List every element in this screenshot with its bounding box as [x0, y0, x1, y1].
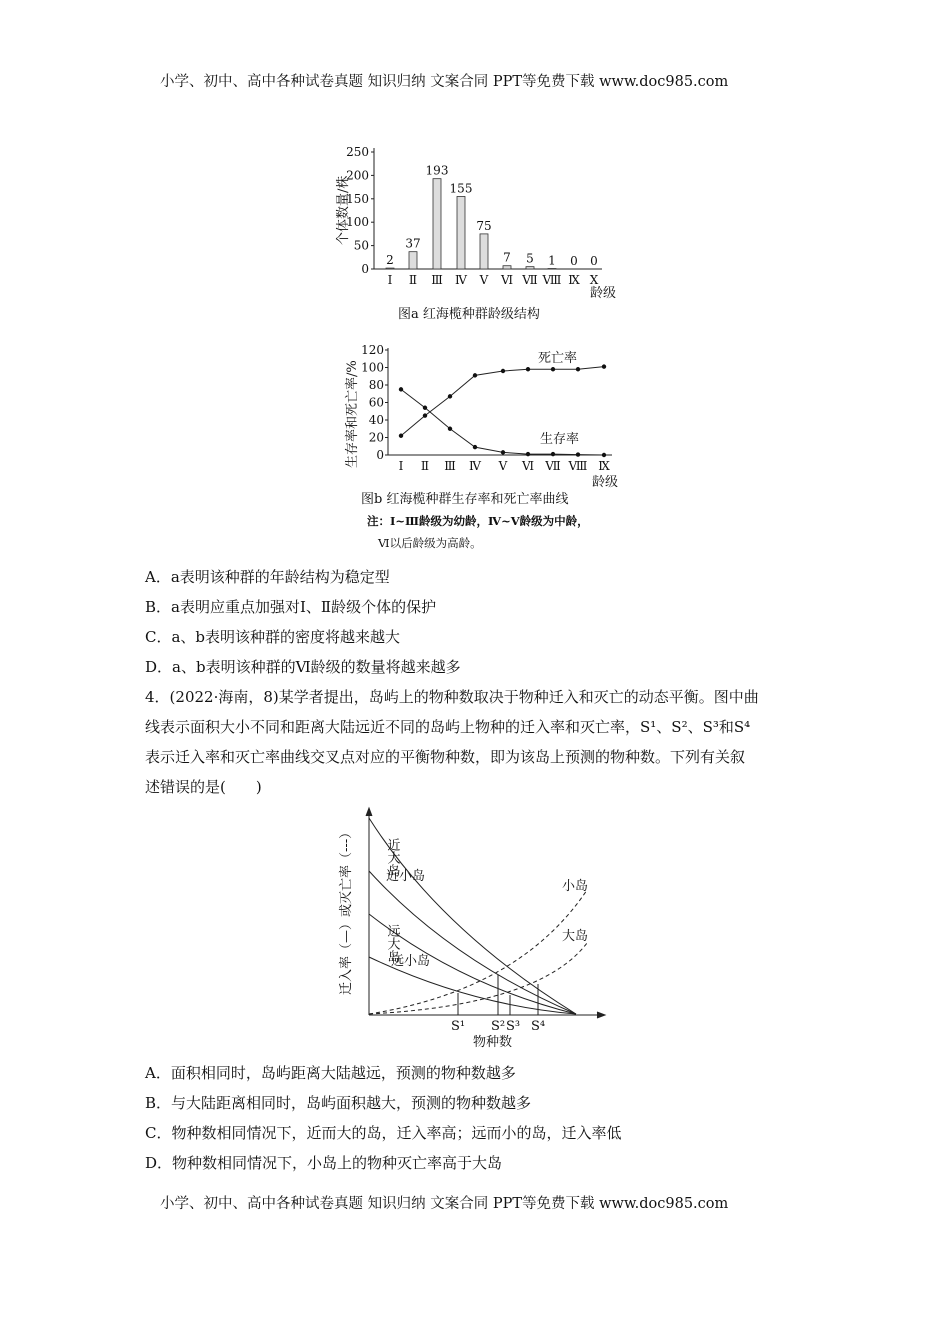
x-tick-label: Ⅰ: [387, 273, 393, 287]
chart-a-ylabel: 个体数量/株: [336, 175, 351, 245]
y-tick-label: 200: [346, 168, 369, 183]
diagram-ylabel: 迁入率（—）或灭亡率（---）: [339, 825, 354, 995]
y-tick-label: 250: [346, 145, 369, 159]
chart-b-title: 图b 红海榄种群生存率和死亡率曲线: [361, 492, 569, 507]
x-tick-label: Ⅰ: [398, 459, 404, 473]
x-tick-label: Ⅲ: [444, 459, 456, 473]
y-tick-label: 0: [376, 448, 384, 462]
q4-option-a: A．面积相同时，岛屿距离大陆越远，预测的物种数越多: [145, 1064, 516, 1082]
x-tick-label: Ⅹ: [589, 273, 599, 287]
x-tick-label: Ⅶ: [522, 273, 538, 287]
data-label: 0: [570, 254, 578, 268]
data-label: 1: [548, 253, 556, 268]
data-label: 75: [476, 218, 492, 233]
dashed-small-island: [369, 890, 587, 1014]
data-label: 0: [590, 254, 598, 268]
x-tick-label: Ⅴ: [479, 273, 489, 287]
point-s1: S¹: [451, 1019, 466, 1034]
diagram-xlabel: 物种数: [473, 1035, 513, 1050]
label-dashed-small: 小岛: [562, 879, 589, 894]
q4-stem-line4: 述错误的是( ): [145, 778, 262, 796]
chart-a-xlabel: 龄级: [590, 286, 617, 301]
q3-option-d: D．a、b表明该种群的Ⅵ龄级的数量将越来越多: [145, 658, 461, 676]
q4-stem-line3: 表示迁入率和灭亡率曲线交叉点对应的平衡物种数，即为该岛上预测的物种数。下列有关叙: [145, 748, 746, 766]
q4-stem-line2: 线表示面积大小不同和距离大陆远近不同的岛屿上物种的迁入率和灭亡率，S¹、S²、S³和S⁴: [145, 718, 751, 736]
x-tick-label: Ⅱ: [408, 273, 418, 287]
y-tick-label: 100: [361, 360, 384, 375]
x-tick-label: Ⅳ: [469, 459, 481, 473]
x-tick-label: Ⅷ: [542, 273, 562, 287]
q3-option-a: A．a表明该种群的年龄结构为稳定型: [145, 568, 390, 586]
survival-rate-label: 生存率: [540, 432, 580, 447]
data-label: 7: [503, 250, 511, 265]
q4-option-d: D．物种数相同情况下，小岛上的物种灭亡率高于大岛: [145, 1154, 503, 1172]
y-tick-label: 100: [346, 215, 369, 230]
label-far-large: 远大岛: [384, 924, 400, 963]
page-footer: 小学、初中、高中各种试卷真题 知识归纳 文案合同 PPT等免费下载 www.doc985.com: [160, 1196, 729, 1212]
y-tick-label: 40: [368, 413, 384, 427]
y-tick-label: 50: [353, 238, 369, 253]
page-header: 小学、初中、高中各种试卷真题 知识归纳 文案合同 PPT等免费下载 www.doc985.com: [160, 74, 729, 90]
label-near-small: 近小岛: [386, 869, 426, 884]
y-tick-label: 150: [346, 191, 369, 206]
data-label: 37: [405, 236, 421, 251]
y-tick-label: 60: [368, 395, 384, 410]
chart-b-note-2: Ⅵ以后龄级为高龄。: [378, 536, 482, 550]
chart-b-ylabel: 生存率和死亡率/%: [345, 360, 360, 468]
point-s2: S²: [491, 1019, 506, 1034]
y-tick-label: 0: [361, 262, 369, 276]
curve-near-small: [369, 871, 576, 1014]
x-tick-label: Ⅷ: [568, 459, 588, 473]
y-tick-label: 120: [361, 343, 384, 357]
point-s3: S³: [506, 1019, 521, 1034]
data-label: 5: [526, 251, 534, 266]
chart-b-xlabel: 龄级: [592, 475, 619, 490]
q4-option-c: C．物种数相同情况下，近而大的岛，迁入率高；远而小的岛，迁入率低: [145, 1124, 622, 1142]
data-label: 2: [386, 253, 394, 268]
label-near-large: 近大岛: [384, 838, 400, 877]
x-tick-label: Ⅶ: [545, 459, 561, 473]
x-tick-label: Ⅵ: [500, 273, 514, 287]
q3-option-c: C．a、b表明该种群的密度将越来越大: [145, 628, 401, 646]
point-s4: S⁴: [531, 1019, 546, 1034]
x-tick-label: Ⅵ: [521, 459, 535, 473]
chart-b-note-1: 注：Ⅰ~Ⅲ龄级为幼龄，Ⅳ~Ⅴ龄级为中龄，: [367, 514, 589, 528]
label-dashed-large: 大岛: [562, 929, 589, 944]
q3-option-b: B．a表明应重点加强对Ⅰ、Ⅱ龄级个体的保护: [145, 598, 437, 616]
x-tick-label: Ⅲ: [431, 273, 443, 287]
q4-option-b: B．与大陆距离相同时，岛屿面积越大，预测的物种数越多: [145, 1094, 532, 1112]
data-label: 193: [425, 163, 449, 178]
data-label: 155: [449, 181, 473, 196]
chart-a-title: 图a 红海榄种群龄级结构: [398, 307, 540, 322]
y-tick-label: 20: [368, 430, 384, 445]
y-tick-label: 80: [368, 378, 384, 392]
q4-stem-line1: 4．(2022·海南，8)某学者提出，岛屿上的物种数取决于物种迁入和灭亡的动态平衡。图中曲: [145, 688, 759, 706]
x-tick-label: Ⅸ: [568, 273, 580, 287]
x-tick-label: Ⅱ: [420, 459, 430, 473]
label-far-small: 远小岛: [391, 954, 431, 969]
x-tick-label: Ⅸ: [598, 459, 610, 473]
death-rate-label: 死亡率: [538, 351, 578, 366]
x-tick-label: Ⅴ: [498, 459, 508, 473]
x-tick-label: Ⅳ: [455, 273, 467, 287]
